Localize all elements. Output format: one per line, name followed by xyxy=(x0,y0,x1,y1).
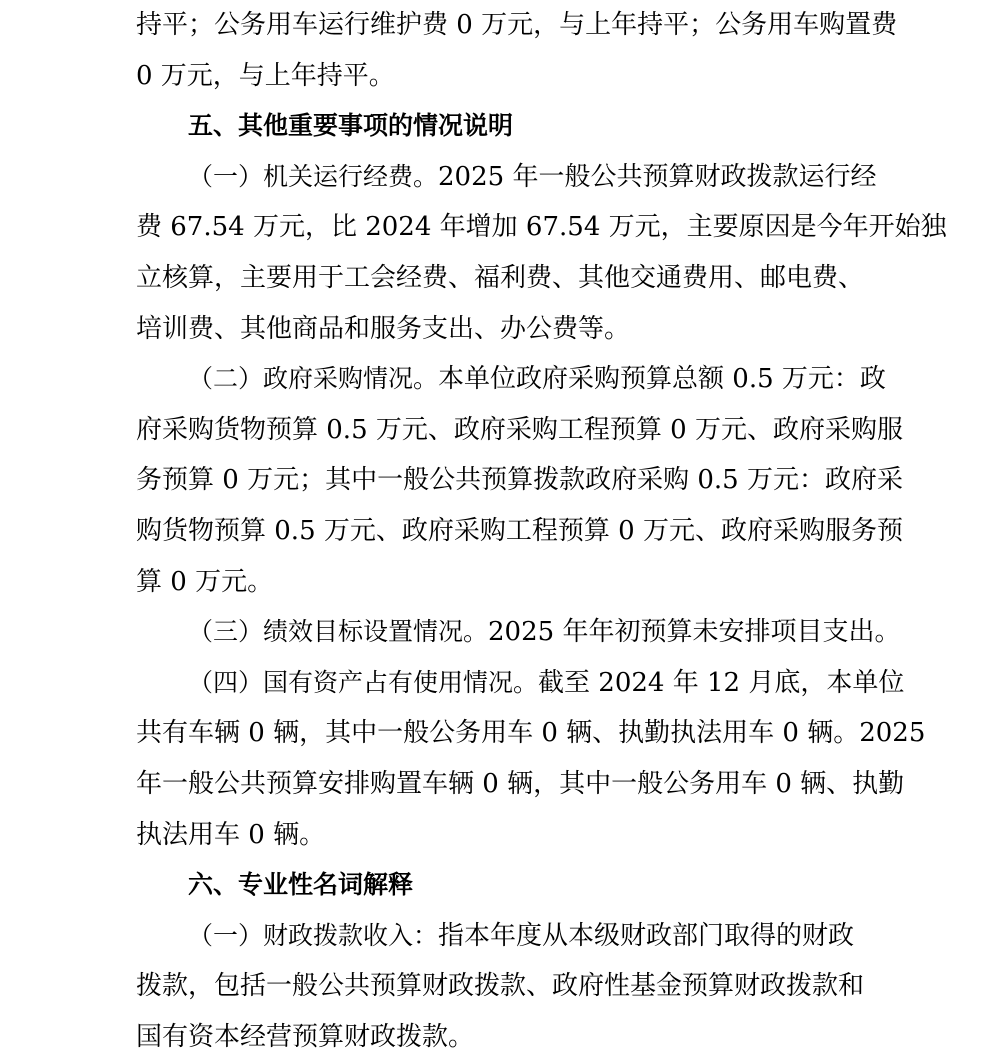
text-line: 费 67.54 万元，比 2024 年增加 67.54 万元，主要原因是今年开始独 xyxy=(136,212,947,243)
text-line: 立核算，主要用于工会经费、福利费、其他交通费用、邮电费、 xyxy=(136,262,865,293)
text-line: 执法用车 0 辆。 xyxy=(136,819,326,850)
item-lead-performance-targets: （三）绩效目标设置情况。 xyxy=(188,617,489,647)
paragraph-performance-targets xyxy=(136,607,901,658)
text-line: 年一般公共预算安排购置车辆 0 辆，其中一般公务用车 0 辆、执勤 xyxy=(136,768,905,799)
text-line xyxy=(136,658,905,709)
text-run: 指本年度从本级财政部门取得的财政 xyxy=(438,920,855,951)
item-lead-government-procurement: （二）政府采购情况。 xyxy=(188,364,439,394)
text-line: 共有车辆 0 辆，其中一般公务用车 0 辆、执勤执法用车 0 辆。2025 xyxy=(136,718,926,749)
text-line: 国有资本经营预算财政拨款。 xyxy=(136,1021,475,1052)
text-line: 务预算 0 万元；其中一般公共预算拨款政府采购 0.5 万元：政府采 xyxy=(136,465,903,496)
text-line: 0 万元，与上年持平。 xyxy=(136,60,395,91)
paragraph-state-assets xyxy=(136,658,926,860)
section-heading-glossary: 六、专业性名词解释 xyxy=(188,870,414,900)
text-run: 截至 2024 年 12 月底，本单位 xyxy=(538,667,905,698)
item-lead-state-assets: （四）国有资产占有使用情况。 xyxy=(188,667,539,697)
text-line: 购货物预算 0.5 万元、政府采购工程预算 0 万元、政府采购服务预 xyxy=(136,515,903,546)
text-line xyxy=(136,354,886,405)
item-lead-fiscal-appropriation-income: （一）财政拨款收入： xyxy=(188,920,439,950)
paragraph-government-procurement xyxy=(136,354,903,607)
item-lead-operating-expenses: （一）机关运行经费。 xyxy=(188,161,439,191)
text-line xyxy=(136,911,878,962)
section-heading-other-matters: 五、其他重要事项的情况说明 xyxy=(188,111,514,141)
text-run: 本单位政府采购预算总额 0.5 万元：政 xyxy=(438,364,886,395)
text-line: 培训费、其他商品和服务支出、办公费等。 xyxy=(136,313,631,344)
text-line: 府采购货物预算 0.5 万元、政府采购工程预算 0 万元、政府采购服 xyxy=(136,414,903,445)
paragraph-operating-expenses xyxy=(136,152,947,354)
text-line: 持平；公务用车运行维护费 0 万元，与上年持平；公务用车购置费 xyxy=(136,10,898,40)
paragraph-fiscal-appropriation-income xyxy=(136,911,878,1062)
document-page xyxy=(136,0,947,1062)
paragraph-vehicle-expenses-continued xyxy=(136,0,898,101)
text-line: 算 0 万元。 xyxy=(136,566,274,597)
text-line: 拨款，包括一般公共预算财政拨款、政府性基金预算财政拨款和 xyxy=(136,971,865,1002)
text-line xyxy=(136,607,901,658)
text-run: 2025 年年初预算未安排项目支出。 xyxy=(488,617,901,648)
text-run: 2025 年一般公共预算财政拨款运行经 xyxy=(438,161,877,192)
text-line xyxy=(136,152,878,203)
